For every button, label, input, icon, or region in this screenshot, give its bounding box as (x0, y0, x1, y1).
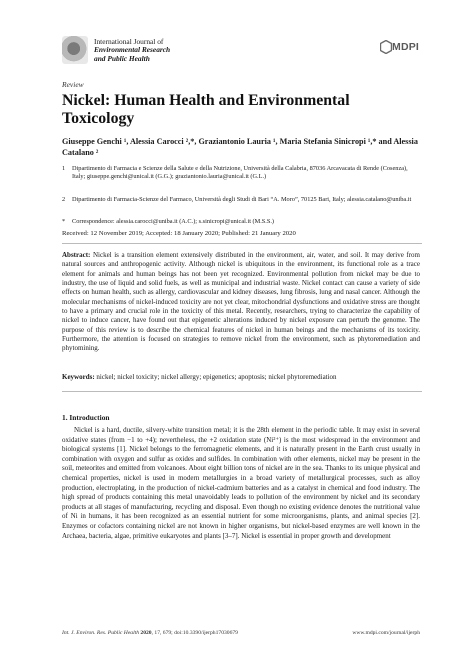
abstract-label: Abstract: (62, 251, 91, 259)
mdpi-hexagon-icon (380, 40, 392, 54)
abstract (62, 251, 420, 354)
keywords-label: Keywords: (62, 373, 95, 381)
publisher-logo (380, 40, 420, 58)
journal-name-line2: Environmental Research (94, 45, 171, 55)
divider (62, 243, 422, 244)
affiliation-number: 1 (62, 165, 66, 172)
journal-name (94, 38, 170, 63)
introduction-text: Nickel is a hard, ductile, silvery-white transition metal; it is the 28th element in the periodic table. It may exist in several oxidative states (from −1 to +4); nevertheless, the +2 oxidation state (Ni²⁺) is the most widespread in the environment and biological systems [1]. Nickel belongs to the ferromagnetic elements, and it is naturally present in the Earth crust usually in combination with oxygen and sulfur as oxides and sulfides. In combination with other elements, nickel may be present in the soil, meteorites and emitted from volcanoes. About eight billion tons of nickel are in the sea. Thanks to its unique physical and chemical properties, nickel is used in modern metallurgies in a broad variety of metallurgical processes, such as alloy production, electroplating, in the production of nickel-cadmium batteries and as a catalyst in chemical and food industry. The high spread of products containing this metal unavoidably leads to pollution of the environment by nickel and its secondary products at all stages of manufacturing, recycling and disposal. Even though no existing evidence denotes the nutritional value of Ni in humans, it has been recognized as an essential nutrient for some microorganisms, plants, and animal species [2]. Enzymes or cofactors containing nickel are not known in higher organisms, but nickel-based enzymes are well known in the Archaea, bacteria, algae, primitive eukaryotes and plants [3–7]. Nickel is essential in proper growth and development (62, 426, 420, 540)
affiliation-text: Dipartimento di Farmacia e Scienze della Salute e della Nutrizione, Università della Calabria, 87036 Arcavacata di Rende (Cosenza), Italy; giuseppe.genchi@unical.it (G.G.); graziantonio.lauria@unical.it (G.L.) (72, 165, 408, 181)
paper-title: Nickel: Human Health and Environmental Toxicology (62, 92, 350, 127)
journal-url[interactable]: www.mdpi.com/journal/ijerph (352, 630, 420, 636)
article-type: Review (62, 80, 84, 89)
divider (62, 391, 422, 392)
journal-name-line3: and Public Health (94, 53, 150, 63)
publication-dates: Received: 12 November 2019; Accepted: 18 January 2020; Published: 21 January 2020 (62, 230, 296, 237)
citation-journal: Int. J. Environ. Res. Public Health (62, 630, 139, 636)
journal-header (62, 36, 422, 72)
affiliation-text: Dipartimento di Farmacia-Scienze del Farmaco, Università degli Studi di Bari “A. Moro”, 70125 Bari, Italy; alessia.catalano@uniba.it (72, 196, 412, 203)
journal-name-line1: International Journal of (94, 37, 164, 46)
citation-details: , 17, 679; doi:10.3390/ijerph17030679 (151, 630, 238, 636)
correspondence-marker: * (62, 218, 66, 225)
correspondence-text: Correspondence: alessia.carocci@uniba.it (A.C.); s.sinicropi@unical.it (M.S.S.) (72, 218, 275, 225)
keywords-text: nickel; nickel toxicity; nickel allergy; epigenetics; apoptosis; nickel phytoremediation (96, 373, 337, 381)
abstract-text: Nickel is a transition element extensively distributed in the environment, air, water, and soil. It may derive from natural sources and anthropogenic activity. Although nickel is ubiquitous in the environment, its functional role as a trace element for animals and human beings has not been yet recognized. Environmental pollution from nickel may be due to industry, the use of liquid and solid fuels, as well as municipal and industrial waste. Nickel contact can cause a variety of side effects on human health, such as allergy, cardiovascular and kidney diseases, lung fibrosis, lung and nasal cancer. Although the molecular mechanisms of nickel-induced toxicity are not yet clear, mitochondrial dysfunctions and oxidative stress are thought to have a primary and crucial role in the toxicity of this metal. Recently, researchers, trying to characterize the capability of nickel to induce cancer, have found out that epigenetic alterations induced by nickel exposure can perturb the genome. The purpose of this review is to describe the chemical features of nickel in human beings and the mechanisms of its toxicity. Furthermore, the attention is focused on strategies to remove nickel from the environment, such as phytoremediation and phytomining. (62, 251, 420, 353)
affiliation-number: 2 (62, 196, 66, 203)
keywords (62, 373, 420, 382)
author-list: Giuseppe Genchi ¹, Alessia Carocci ²,*, Graziantonio Lauria ¹, Maria Stefania Sinicropi ¹,* and Alessia Catalano ² (62, 137, 418, 157)
citation-year: 2020 (140, 630, 152, 636)
journal-logo (62, 36, 88, 64)
publisher-name: MDPI (392, 41, 420, 53)
citation-footer (62, 630, 238, 636)
section-heading: 1. Introduction (62, 413, 110, 422)
